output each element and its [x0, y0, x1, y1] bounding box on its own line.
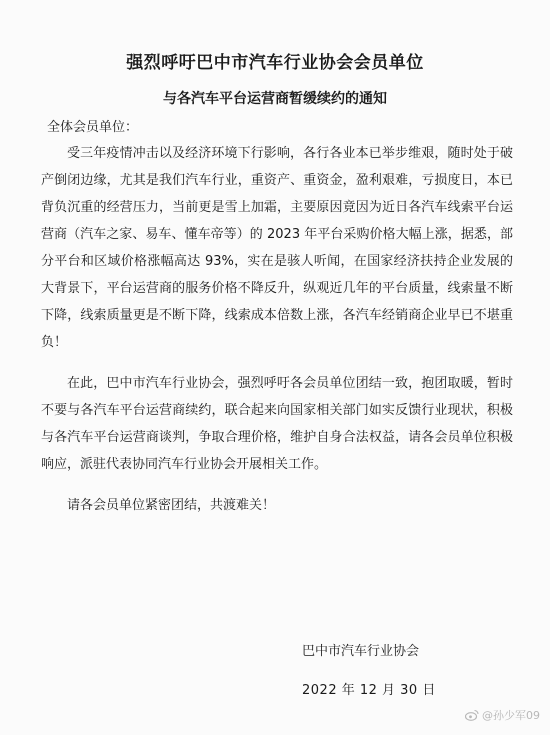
paragraph-3: 请各会员单位紧密团结，共渡难关！ — [67, 498, 276, 513]
paragraph-1: 受三年疫情冲击以及经济环境下行影响，各行各业本已举步维艰，随时处于破产倒闭边缘，尤其是我们汽车行业，重资产、重资金，盈利艰难，亏损度日，本已背负沉重的经营压力，当前更是雪上加霜，主要原因竟因为近日各汽车线索平台运营商（汽车之家、易车、懂车帝等）的 2023 年平台采购价格大幅上涨，据悉，部分平台和区域价格涨幅高达 93%，实在是骇人听闻，在国家经济扶持企业发展的大背景下，平台运营商的服务价格不降反升，纵观近几年的平台质量，线索量不断下降，线索质量更是不断下降，线索成本倍数上涨，各汽车经销商企业早已不堪重负！ — [41, 146, 513, 350]
document-subtitle: 与各汽车平台运营商暂缓续约的通知 — [163, 91, 387, 107]
document-date: 2022 年 12 月 30 日 — [302, 683, 436, 698]
weibo-icon — [465, 709, 479, 721]
salutation: 全体会员单位： — [47, 120, 139, 135]
document-body — [41, 140, 513, 533]
paragraph-2: 在此，巴中市汽车行业协会，强烈呼吁各会员单位团结一致，抱团取暖，暂时不要与各汽车平台运营商续约，联合起来向国家相关部门如实反馈行业现状，积极与各汽车平台运营商谈判，争取合理价格，维护自身合法权益，请各会员单位积极响应，派驻代表协同汽车行业协会开展相关工作。 — [41, 376, 513, 472]
document-title: 强烈呼吁巴中市汽车行业协会会员单位 — [126, 53, 424, 73]
signature: 巴中市汽车行业协会 — [302, 644, 420, 659]
watermark-handle: @孙少军09 — [482, 709, 540, 722]
weibo-watermark — [465, 707, 540, 723]
